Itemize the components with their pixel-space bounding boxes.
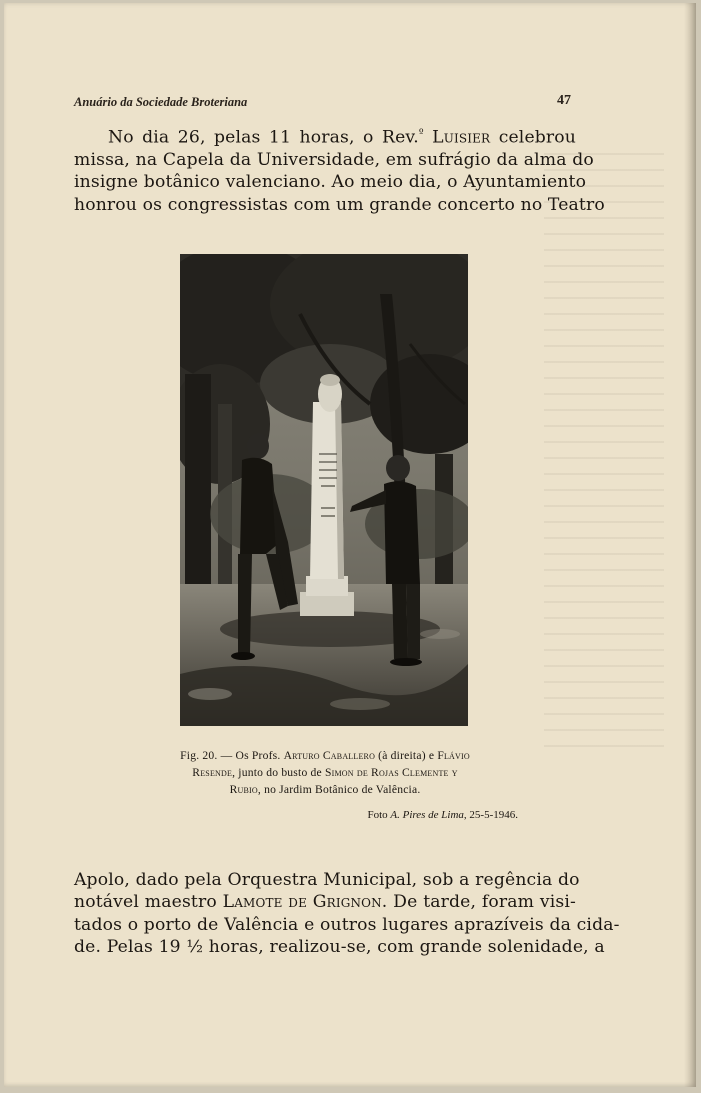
- paragraph-2: [74, 869, 620, 958]
- page-binding-shadow: [684, 3, 696, 1087]
- show-through-texture: [544, 153, 664, 753]
- photo-credit: Foto A. Pires de Lima, 25-5-1946.: [367, 809, 518, 821]
- paragraph-2-line-1: Apolo, dado pela Orquestra Municipal, sob a regência do: [74, 870, 580, 890]
- paragraph-2-line-3: tados o porto de Valência e outros lugares aprazíveis da cida-: [74, 914, 620, 935]
- caption-line-2: Resende, junto do busto de Simon de Rojas Clemente y: [192, 766, 458, 779]
- caption-line-1: Fig. 20. — Os Profs. Arturo Caballero (à direita) e Flávio: [180, 749, 470, 762]
- caption-line-3: Rubio, no Jardim Botânico de Valência.: [229, 783, 421, 796]
- book-page: [4, 3, 696, 1087]
- paragraph-1-line-3: insigne botânico valenciano. Ao meio dia, o Ayuntamiento: [74, 172, 587, 193]
- paragraph-1-line-1: No dia 26, pelas 11 horas, o Rev.$^º$ Luisier celebrou: [108, 127, 576, 148]
- paragraph-1-line-2: missa, na Capela da Universidade, em sufrágio da alma do: [74, 150, 594, 171]
- paragraph-1: [74, 123, 605, 216]
- running-header: Anuário da Sociedade Broteriana: [74, 95, 248, 109]
- paragraph-2-line-4: de. Pelas 19 ½ horas, realizou-se, com grande solenidade, a: [74, 936, 605, 957]
- figure-caption: [132, 747, 518, 798]
- photo-illustration: [180, 254, 468, 726]
- paragraph-2-line-2: notável maestro Lamote de Grignon. De tarde, foram visi-: [74, 892, 576, 913]
- page-number: 47: [557, 93, 571, 108]
- paragraph-1-line-4: honrou os congressistas com um grande concerto no Teatro: [74, 194, 605, 215]
- bust-monument-photograph: [180, 254, 468, 726]
